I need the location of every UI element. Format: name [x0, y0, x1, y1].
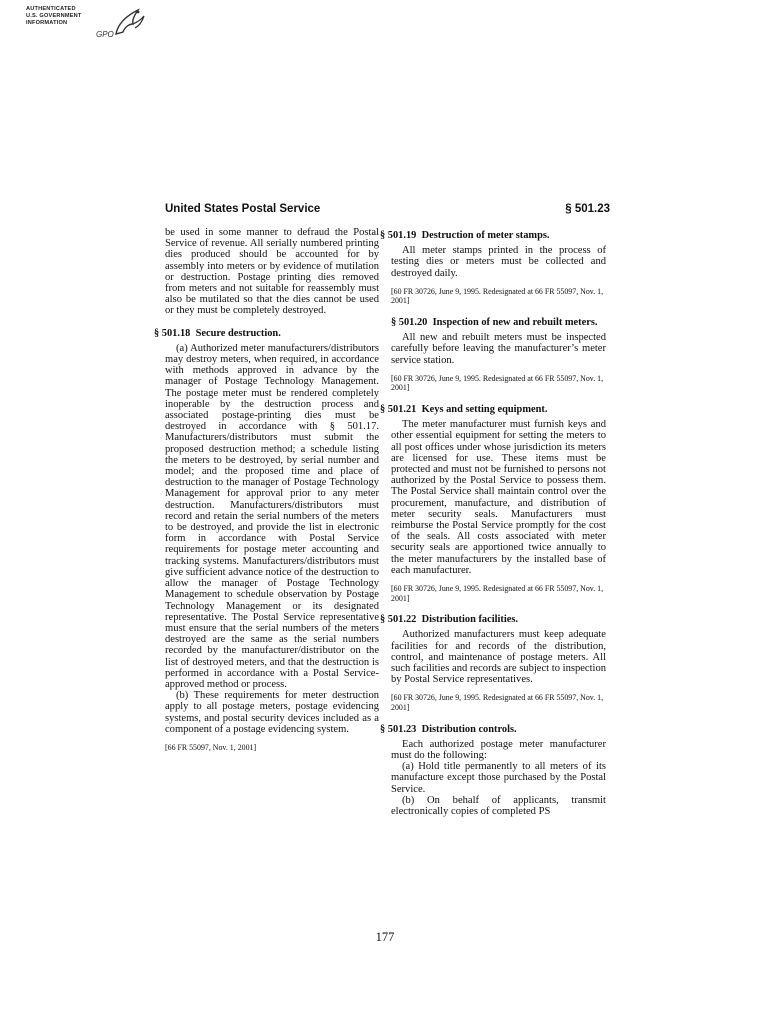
- agency-name: United States Postal Service: [165, 203, 321, 215]
- section-number: § 501.23: [380, 723, 417, 735]
- citation: [66 FR 55097, Nov. 1, 2001]: [165, 742, 257, 752]
- section-number: § 501.19: [380, 230, 417, 241]
- section-body: The meter manufacturer must furnish keys and other essential equipment for setting the meters to all post offices under whose jurisdiction its meters are licensed for use. These items must be protected and must not be furnished to persons not authorized by the Postal Service to possess them. The Postal Service shall maintain control over the procurement, manufacture, and distribution of meter security seals. Manufacturers must reimburse the Postal Service promptly for the cost of the seals. All costs associated with meter security seals are apportioned twice annually to the meter manufacturers by the installed base of each manufacturer.: [391, 419, 606, 576]
- right-column: [380, 227, 606, 818]
- left-column: [154, 227, 379, 759]
- section-title: Distribution facilities.: [421, 614, 518, 626]
- paragraph-b: (b) On behalf of applicants, transmit electronically copies of completed PS: [391, 794, 606, 818]
- section-intro: Each authorized postage meter manufacturer must do the following:: [391, 738, 606, 762]
- section-heading-501-20: [391, 317, 606, 328]
- paragraph-a: (a) Authorized meter manufacturers/distributors may destroy meters, when required, in accordance with methods approved in advance by the manager of Postage Technology Management. The postage meter must be rendered completely inoperable by the destruction process and associated postage-printing dies must be destroyed in accordance with § 501.17. Manufacturers/distributors must submit the proposed destruction method; a schedule listing the meters to be destroyed, by serial number and model; and the proposed time and place of destruction to the manager of Postage Technology Management for approval prior to any meter destruction. Manufacturers/distributors must record and retain the serial numbers of the meters to be destroyed, and provide the list in electronic form in accordance with Postal Service requirements for postage meter accounting and tracking systems. Manufacturers/distributors must give sufficient advance notice of the destruction to allow the manager of Postage Technology Management to schedule observation by Postage Technology Management or its designated representative. The Postal Service representative must ensure that the serial numbers of the meters destroyed are the same as the serial numbers recorded by the manufacturer/distributor on the list of destroyed meters, and that the destruction is performed in accordance with a Postal Service-approved method or process.: [165, 342, 379, 690]
- section-number: § 501.21: [380, 404, 417, 415]
- citation: [60 FR 30726, June 9, 1995. Redesignated at 66 FR 55097, Nov. 1, 2001]: [391, 693, 604, 713]
- continued-paragraph: be used in some manner to defraud the Postal Service of revenue. All serially numbered printing dies produced should be accounted for by assembly into meters or by evidence of mutilation or destruction. Postage printing dies removed from meters and not suitable for reassembly must also be mutilated so that the dies cannot be used or they must be completely destroyed.: [165, 227, 379, 317]
- section-body: All new and rebuilt meters must be inspected carefully before leaving the manufacturer’s meter service station.: [391, 332, 606, 366]
- seal-line-2: U.S. GOVERNMENT: [26, 13, 82, 19]
- section-heading-501-22: [380, 614, 606, 626]
- section-header: § 501.23: [565, 203, 610, 215]
- paragraph-b: (b) These requirements for meter destruction apply to all postage meters, postage evidencing systems, and postal security devices included as a component of a postage evidencing system.: [165, 690, 379, 735]
- citation: [60 FR 30726, June 9, 1995. Redesignated at 66 FR 55097, Nov. 1, 2001]: [391, 286, 604, 306]
- section-body: All meter stamps printed in the process of testing dies or meters must be collected and destroyed daily.: [391, 245, 606, 279]
- section-number: § 501.18: [154, 327, 191, 339]
- section-body: Authorized manufacturers must keep adequate facilities for and records of the distribution, control, and maintenance of postage meters. All such facilities and records are subject to inspection by Postal Service representatives.: [391, 629, 606, 686]
- section-heading-501-21: [380, 404, 606, 415]
- page-number: 177: [375, 930, 395, 944]
- seal-line-1: AUTHENTICATED: [26, 6, 76, 12]
- section-title: Keys and setting equipment.: [421, 404, 548, 415]
- citation: [60 FR 30726, June 9, 1995. Redesignated at 66 FR 55097, Nov. 1, 2001]: [391, 584, 604, 603]
- running-head: [165, 203, 610, 219]
- section-title: Distribution controls.: [421, 723, 517, 735]
- section-number: § 501.22: [380, 614, 417, 626]
- section-heading-501-18: [154, 327, 379, 339]
- section-heading-501-23: [380, 723, 606, 735]
- section-title: Secure destruction.: [195, 327, 281, 339]
- paragraph-a: (a) Hold title permanently to all meters of its manufacture except those purchased by the Postal Service.: [391, 761, 606, 795]
- seal-line-3: INFORMATION: [26, 20, 68, 26]
- section-title: Destruction of meter stamps.: [421, 230, 550, 241]
- eagle-icon: [108, 4, 148, 44]
- gpo-authentication-seal: [26, 4, 144, 48]
- section-number: § 501.20: [391, 317, 428, 328]
- section-heading-501-19: [380, 230, 606, 241]
- seal-gpo-mark: GPO: [96, 30, 114, 39]
- citation: [60 FR 30726, June 9, 1995. Redesignated at 66 FR 55097, Nov. 1, 2001]: [391, 373, 604, 393]
- section-title: Inspection of new and rebuilt meters.: [432, 317, 598, 328]
